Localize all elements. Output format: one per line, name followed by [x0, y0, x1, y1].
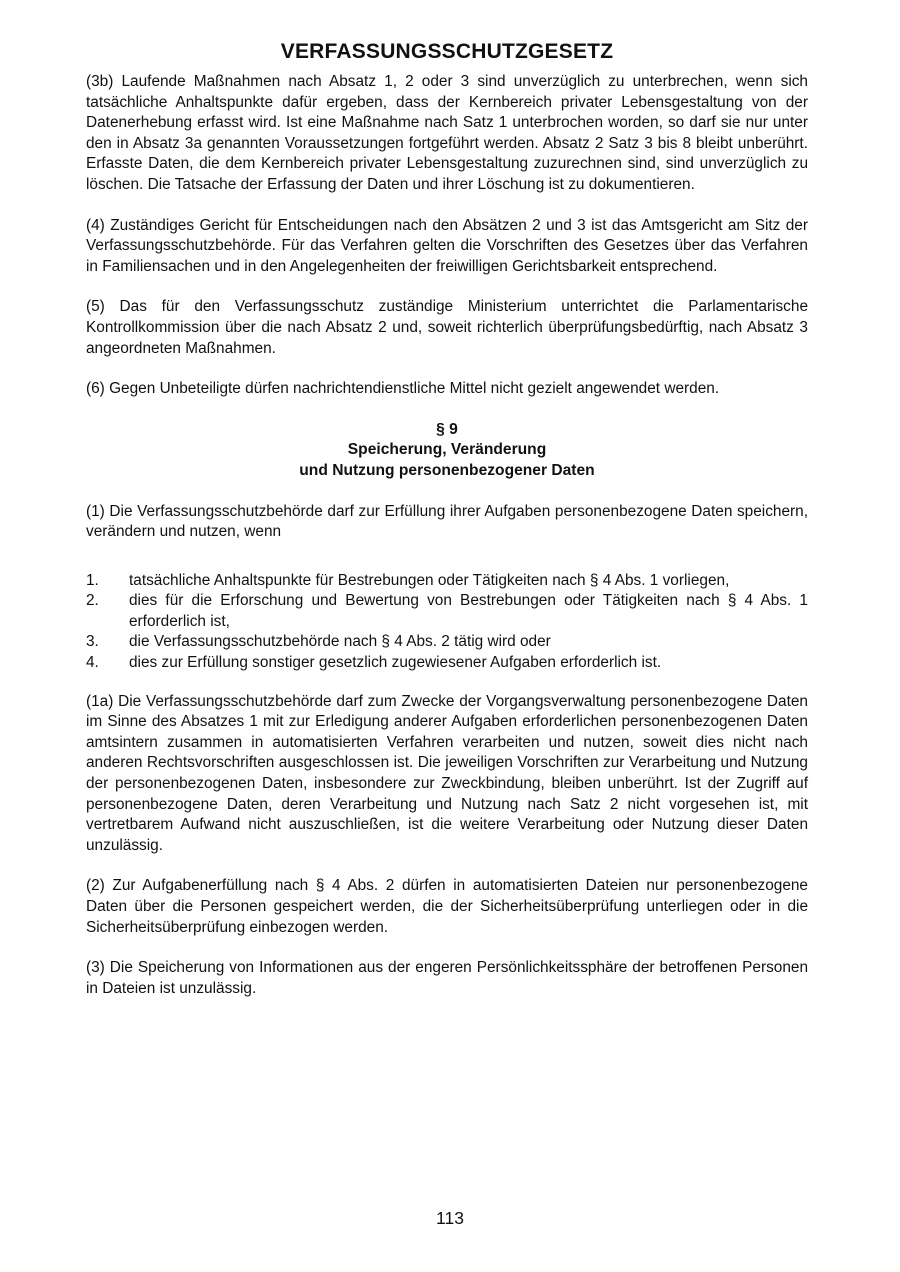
list-item-text: dies für die Erforschung und Bewertung von Bestrebungen oder Tätigkeiten nach § 4 Abs. 1 erforderlich ist, [129, 592, 808, 630]
list-item [86, 571, 808, 592]
paragraph-4: (4) Zuständiges Gericht für Entscheidungen nach den Absätzen 2 und 3 ist das Amtsgericht am Sitz der Verfassungsschutzbehörde. Für das Verfahren gelten die Vorschriften des Gesetzes über das Verfahren in Familiensachen und in den Angelegenheiten der freiwilligen Gerichtsbarkeit entsprechend. [86, 216, 808, 275]
list-item [86, 591, 808, 632]
list-item [86, 653, 808, 674]
list-item-text: dies zur Erfüllung sonstiger gesetzlich zugewiesener Aufgaben erforderlich ist. [129, 654, 662, 672]
paragraph-5: (5) Das für den Verfassungsschutz zuständige Ministerium unterrichtet die Parlamentarische Kontrollkommission über die nach Absatz 2 und, soweit richterlich überprüfungsbedürftig, nach Absatz 3 angeordneten Maßnahmen. [86, 298, 808, 357]
paragraph-2: (2) Zur Aufgabenerfüllung nach § 4 Abs. 2 dürfen in automatisierten Dateien nur personenbezogene Daten über die Personen gespeichert werden, die der Sicherheitsüberprüfung unterliegen oder in die Sicherheitsüberprüfung einbezogen werden. [86, 877, 808, 936]
document-page [86, 40, 808, 1019]
paragraph-3b: (3b) Laufende Maßnahmen nach Absatz 1, 2 oder 3 sind unverzüglich zu unterbrechen, wenn sich tatsächliche Anhaltspunkte dafür ergeben, dass der Kernbereich privater Lebensgestaltung von der Datenerhebung erfasst wird. Ist eine Maßnahme nach Satz 1 unterbrochen worden, so darf sie nur unter den in Absatz 3a genannten Voraussetzungen fortgeführt werden. Absatz 2 Satz 3 bis 8 bleibt unberührt. Erfasste Daten, die dem Kernbereich privater Lebensgestaltung zuzurechnen sind, sind unverzüglich zu löschen. Die Tatsache der Erfassung der Daten und ihrer Löschung ist zu dokumentieren. [86, 73, 808, 193]
paragraph-3: (3) Die Speicherung von Informationen aus der engeren Persönlichkeitssphäre der betroffenen Personen in Dateien ist unzulässig. [86, 959, 808, 997]
section-title-line2: und Nutzung personenbezogener Daten [299, 461, 595, 479]
list-item-number: 4. [86, 654, 99, 672]
paragraph-6: (6) Gegen Unbeteiligte dürfen nachrichtendienstliche Mittel nicht gezielt angewendet werden. [86, 380, 720, 398]
paragraph-1a: (1a) Die Verfassungsschutzbehörde darf zum Zwecke der Vorgangsverwaltung personenbezogene Daten im Sinne des Absatzes 1 mit zur Erledigung anderer Aufgaben erforderlichen personenbezogenen Daten amtsintern zusammen in automatisierten Verfahren verarbeiten und nutzen, soweit dies nicht nach anderen Rechtsvorschriften ausgeschlossen ist. Die jeweiligen Vorschriften zur Verarbeitung und Nutzung der personenbezogenen Daten, insbesondere zur Zweckbindung, bleiben unberührt. Ist der Zugriff auf personenbezogene Daten, deren Verarbeitung und Nutzung nach Satz 2 nicht vorgesehen ist, mit vertretbarem Aufwand nicht auszuschließen, ist die weitere Verarbeitung oder Nutzung dieser Daten unzulässig. [86, 692, 808, 854]
document-title: VERFASSUNGSSCHUTZGESETZ [280, 40, 614, 63]
list-item [86, 632, 808, 653]
section-heading [86, 420, 808, 482]
list-item-number: 1. [86, 571, 99, 589]
page-number: 113 [436, 1208, 464, 1228]
paragraph-1: (1) Die Verfassungsschutzbehörde darf zur Erfüllung ihrer Aufgaben personenbezogene Daten speichern, verändern und nutzen, wenn [86, 502, 808, 541]
list-item-number: 2. [86, 592, 99, 610]
list-item-text: tatsächliche Anhaltspunkte für Bestrebungen oder Tätigkeiten nach § 4 Abs. 1 vorliegen, [129, 571, 730, 589]
section-title-line1: Speicherung, Veränderung [347, 441, 547, 459]
list-item-number: 3. [86, 633, 99, 651]
condition-list [86, 571, 808, 674]
section-number: § 9 [436, 420, 458, 438]
list-item-text: die Verfassungsschutzbehörde nach § 4 Abs. 2 tätig wird oder [129, 633, 551, 651]
